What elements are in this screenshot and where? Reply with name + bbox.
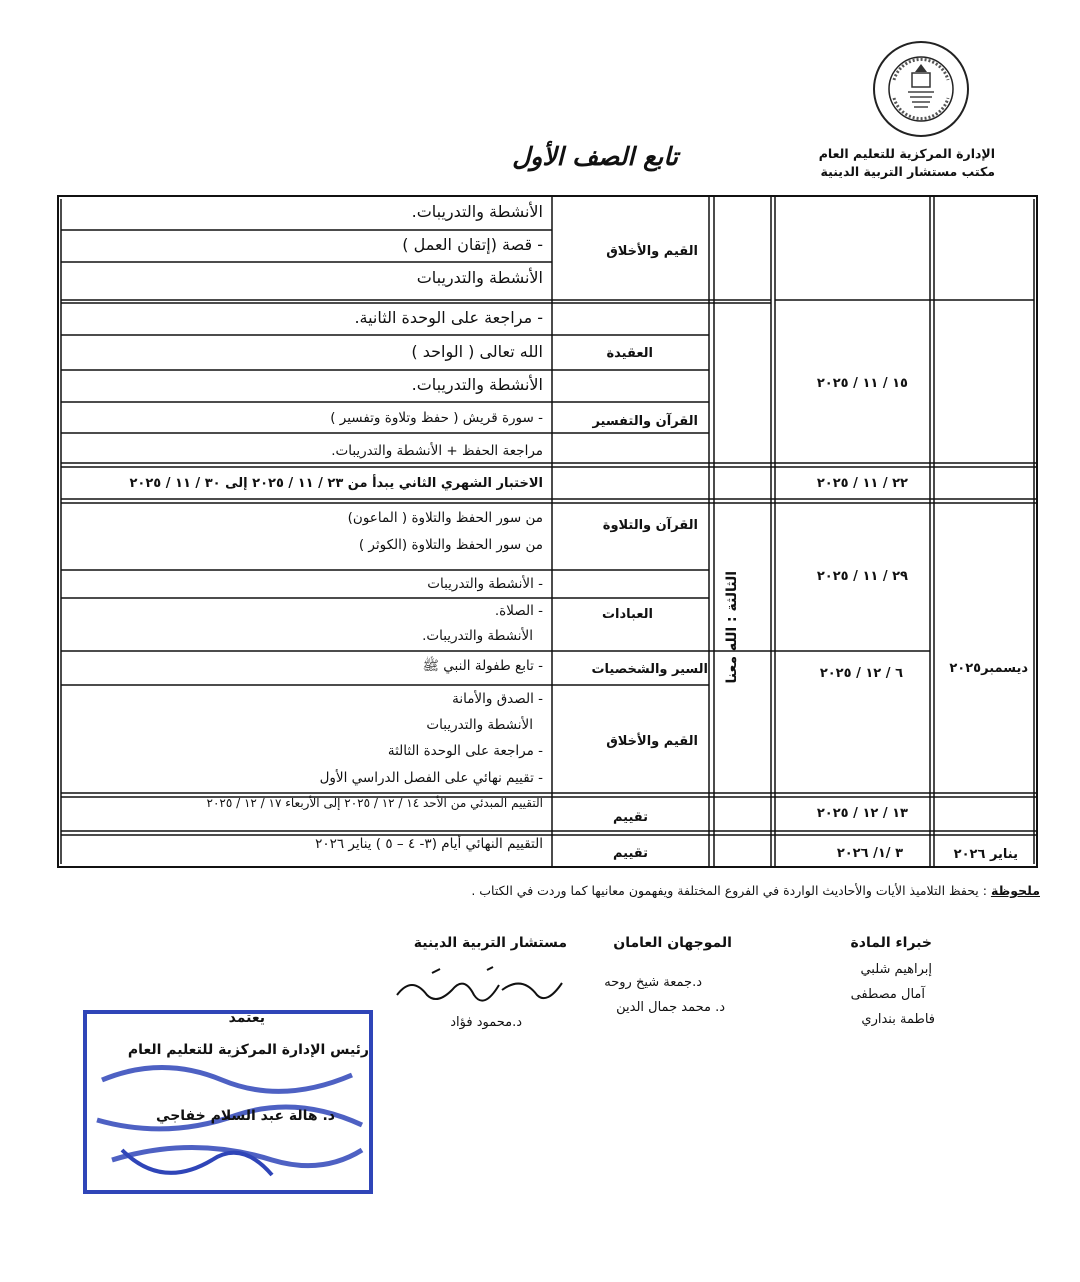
cell-r3-line2: مراجعة الحفظ + الأنشطة والتدريبات. xyxy=(331,443,543,459)
branch-r2: العقيدة xyxy=(606,346,653,361)
cell-r8-line3: - مراجعة على الوحدة الثالثة xyxy=(387,743,543,759)
supervisor-1: د.جمعة شيخ روحه xyxy=(604,975,702,990)
cell-r6-line2: - الصلاة. xyxy=(494,603,543,619)
cell-r2-line3: الأنشطة والتدريبات. xyxy=(411,375,543,394)
cell-r2-line2: الله تعالى ( الواحد ) xyxy=(411,342,543,361)
note-label: ملحوظة xyxy=(990,883,1040,898)
week-2025-12-06: ٦ / ١٢ / ٢٠٢٥ xyxy=(819,666,903,681)
monthly-exam-text: الاختبار الشهري الثاني يبدأ من ٢٣ / ١١ / ٢٠٢٥ إلى ٣٠ / ١١ / ٢٠٢٥ xyxy=(129,476,543,491)
branch-r5: القرآن والتلاوة xyxy=(602,518,698,533)
supervisors-title: الموجهان العامان xyxy=(613,935,732,951)
cell-r5-line2: من سور الحفظ والتلاوة (الكوثر ) xyxy=(358,537,543,553)
branch-r1: القيم والأخلاق xyxy=(606,244,698,259)
stamp-approve: يعتمد xyxy=(228,1010,265,1026)
week-2025-12-13: ١٣ / ١٢ / ٢٠٢٥ xyxy=(816,806,908,821)
cell-r1-line2: - قصة (إتقان العمل ) xyxy=(402,235,543,254)
cell-r8-line2: الأنشطة والتدريبات xyxy=(426,717,533,733)
branch-r7: السير والشخصيات xyxy=(591,662,708,677)
approval-stamp xyxy=(82,1000,377,1200)
week-2026-01-03: ٣ /١/ ٢٠٢٦ xyxy=(836,846,903,861)
expert-1: إبراهيم شلبي xyxy=(860,962,932,977)
cell-r5-line1: من سور الحفظ والتلاوة ( الماعون) xyxy=(347,510,543,526)
cell-r6-line3: الأنشطة والتدريبات. xyxy=(422,628,533,644)
expert-3: فاطمة بنداري xyxy=(861,1012,935,1027)
header-office: مكتب مستشار التربية الدينية xyxy=(820,164,995,179)
note xyxy=(471,883,1040,898)
cell-r2-line1: - مراجعة على الوحدة الثانية. xyxy=(354,308,543,327)
cell-r9-text: التقييم المبدئي من الأحد ١٤ / ١٢ / ٢٠٢٥ إلى الأربعاء ١٧ / ١٢ / ٢٠٢٥ xyxy=(206,796,543,810)
branch-r6: العبادات xyxy=(601,607,653,622)
month-december: ديسمبر٢٠٢٥ xyxy=(949,661,1028,676)
expert-2: آمال مصطفى xyxy=(850,987,925,1002)
experts-title: خبراء المادة xyxy=(850,935,932,951)
branch-r8: القيم والأخلاق xyxy=(606,734,698,749)
cell-r7-line1: - تابع طفولة النبي ﷺ xyxy=(422,658,543,674)
stamp-head-title: رئيس الإدارة المركزية للتعليم العام xyxy=(127,1042,369,1058)
unit-three-label: الثالثة : الله معنا xyxy=(724,571,740,684)
month-january: يناير ٢٠٢٦ xyxy=(953,847,1018,862)
cell-r1-line1: الأنشطة والتدريبات. xyxy=(411,202,543,221)
ministry-seal-icon xyxy=(872,40,970,138)
cell-r1-line3: الأنشطة والتدريبات xyxy=(416,268,543,287)
page-title: تابع الصف الأول xyxy=(512,142,678,171)
supervisor-2: د. محمد جمال الدين xyxy=(616,1000,725,1015)
cell-r6-line1: - الأنشطة والتدريبات xyxy=(427,576,543,592)
cell-r8-line1: - الصدق والأمانة xyxy=(452,691,543,707)
branch-r3: القرآن والتفسير xyxy=(592,414,698,429)
cell-r8-line4: - تقييم نهائي على الفصل الدراسي الأول xyxy=(319,770,543,786)
week-2025-11-15: ١٥ / ١١ / ٢٠٢٥ xyxy=(816,376,908,391)
schedule-table xyxy=(57,195,1038,868)
header-directorate: الإدارة المركزية للتعليم العام xyxy=(818,146,995,161)
advisor-name: د.محمود فؤاد xyxy=(450,1015,522,1030)
note-text: : يحفظ التلاميذ الأيات والأحاديث الواردة في الفروع المختلفة ويفهمون معانيها كما وردت في الكتاب . xyxy=(471,883,987,898)
week-2025-11-29: ٢٩ / ١١ / ٢٠٢٥ xyxy=(816,569,908,584)
stamp-head-name: د. هالة عبد السلام خفاجي xyxy=(156,1108,335,1124)
branch-r10: تقييم xyxy=(612,846,648,861)
advisor-title: مستشار التربية الدينية xyxy=(413,935,567,951)
cell-r3-line1: - سورة قريش ( حفظ وتلاوة وتفسير ) xyxy=(330,410,543,426)
cell-r10-text: التقييم النهائي أيام (٣- ٤ – ٥ ) يناير ٢٠٢٦ xyxy=(315,836,543,852)
week-2025-11-22: ٢٢ / ١١ / ٢٠٢٥ xyxy=(816,476,908,491)
advisor-signature-icon xyxy=(392,965,572,1014)
branch-r9: تقييم xyxy=(612,810,648,825)
